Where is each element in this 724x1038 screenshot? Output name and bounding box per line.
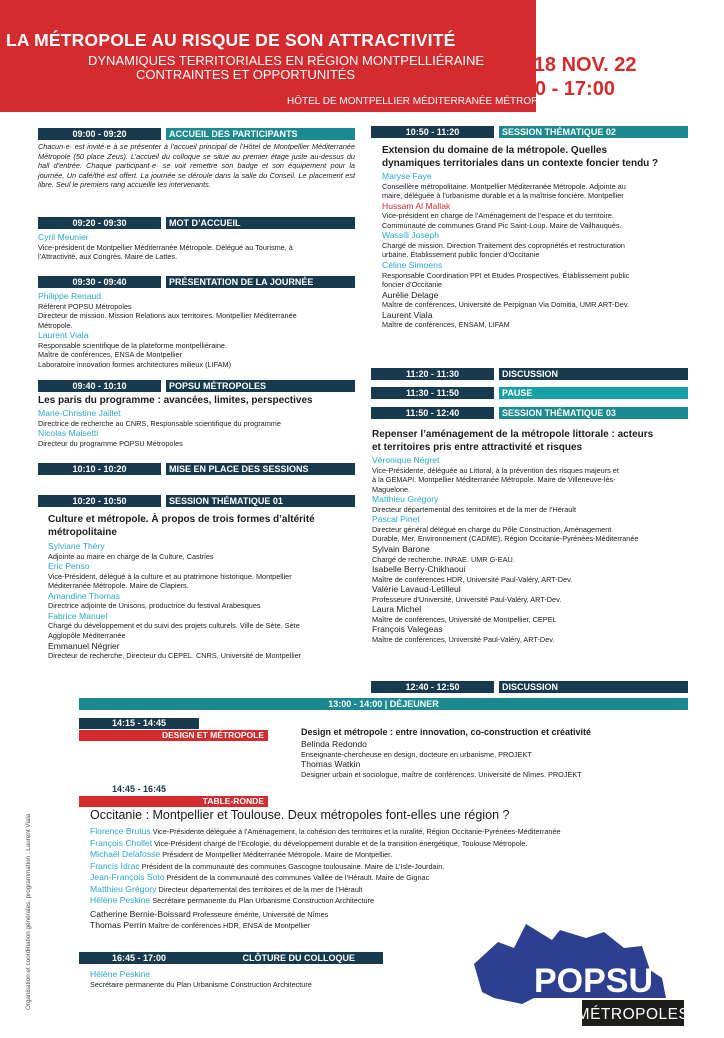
- session-label: MISE EN PLACE DES SESSIONS: [166, 463, 355, 475]
- accueil-intro: Chacun·e· est invité·e à se présenter à l’accueil principal de l’Hôtel de Montpellier Méditerranée Métropole (50 place Zeus). L’accueil du colloque se situe au premier étage juste au-dessus du hall d’entrée. Chaque participant·e· se voit remettre son badge et son équipement pour la journée. Un café/thé est offert. La journée se déroule dans la salle du Conseil. Le placement est libre. Seul le premiers rang accueille les intervenants.: [38, 142, 355, 190]
- session-label: POPSU MÉTROPOLES: [166, 380, 355, 392]
- participant: [90, 861, 690, 873]
- session-bar-mise: [38, 463, 355, 475]
- logo-wordmark: POPSU: [534, 962, 654, 1000]
- session02-speakers: [382, 171, 692, 330]
- session-time: 09:00 - 09:20: [38, 128, 161, 140]
- speaker-name: Matthieu Grégory: [372, 494, 439, 505]
- session-bar-discussion2: [371, 681, 688, 693]
- logo-subline: MÉTROPOLES: [576, 1006, 690, 1023]
- speaker-name: Hélène Peskine: [90, 969, 151, 979]
- event-title: LA MÉTROPOLE AU RISQUE DE SON ATTRACTIVITÉ: [6, 30, 456, 50]
- session-bar-pause: [371, 387, 688, 399]
- session-bar-session02: [371, 126, 688, 138]
- speaker-role: Professeure émérite, Université de Nîmes: [192, 909, 329, 919]
- cloture-time: 16:45 - 17:00: [79, 952, 199, 964]
- session-bar-presentation: [38, 276, 355, 288]
- speaker-name: Cyril Meunier: [38, 232, 89, 242]
- session-bar-session03: [371, 407, 688, 419]
- speaker-name: Maryse Faye: [382, 171, 432, 181]
- heading-line: Culture et métropole. À propos de trois formes d’altérité: [48, 514, 315, 525]
- session-time: 09:30 - 09:40: [38, 276, 161, 288]
- participant: [90, 826, 690, 838]
- speaker-role: Responsable scientifique de la plateforme montpelliéraine.: [38, 340, 228, 350]
- speaker-role: Directrice de recherche au CNRS, Responsable scientifique du programme: [38, 418, 281, 428]
- event-venue: HÔTEL DE MONTPELLIER MÉDITERRANÉE MÉTROPOLE: [287, 96, 558, 107]
- speaker-role: Secrétaire permanente du Plan Urbanisme Construction Architecture: [152, 896, 375, 905]
- session-label: SESSION THÉMATIQUE 01: [166, 495, 355, 507]
- speaker-role: Directeur de recherche, Directeur du CEPEL. CNRS, Université de Montpellier: [48, 651, 302, 661]
- speaker-role: Maître de conférences, Université de Montpellier, CEPEL: [372, 614, 557, 624]
- event-subtitle-line1: DYNAMIQUES TERRITORIALES EN RÉGION MONTPELLIÉRAINE: [88, 53, 485, 68]
- participant: [90, 884, 690, 896]
- speaker-role: Métropole.: [38, 320, 73, 330]
- speaker-role: Chargé de recherche. INRAE. UMR G-EAU.: [372, 554, 515, 564]
- speaker-role: Vice-Président, délégué à la culture et au pratrimone historique. Montpellier: [48, 571, 292, 581]
- speaker-role: Laboratoire innovation formes architectures milieux (LIFAM): [38, 359, 232, 369]
- speaker-role: Conseillère métropolitaine. Montpellier Méditerranée Métropole. Adjointe au: [382, 181, 626, 191]
- speaker-name: Laurent Viala: [382, 309, 433, 320]
- session03-heading: [372, 429, 653, 454]
- cloture-speakers: [90, 969, 390, 989]
- design-speakers: [301, 739, 681, 779]
- speaker-name: François Chollet: [90, 837, 153, 848]
- speaker-role: Chargé de mission. Direction Traitement des copropriétés et restructuration: [382, 240, 625, 250]
- speaker-name: Jean-François Soto: [90, 872, 165, 882]
- speaker-role: Maître de conférences, ENSAM, LIFAM: [382, 320, 510, 330]
- speaker-role: Designer urbain et sociologue, maître de conférences. Université de Nîmes. PROJEKT: [301, 769, 582, 779]
- session-time: 12:40 - 12:50: [371, 681, 494, 693]
- session-bar-mot: [38, 217, 355, 229]
- speaker-role: Maguelone.: [372, 484, 411, 494]
- speaker-role: urbaine. Établissement public foncier d’Occitanie: [382, 250, 540, 260]
- session-label: PRÉSENTATION DE LA JOURNÉE: [166, 276, 355, 288]
- speaker-name: Belinda Redondo: [301, 739, 367, 749]
- speaker-name: Isabelle Berry-Chikhaoui: [372, 564, 466, 575]
- design-heading: Design et métropole : entre innovation, co-construction et créativité: [301, 727, 592, 737]
- popsu-heading: Les paris du programme : avancées, limites, perspectives: [38, 395, 313, 406]
- heading-line: Extension du domaine de la métropole. Quelles: [382, 145, 608, 156]
- speaker-role: Enseignante-chercheuse en design, docteure en urbanisme, PROJEKT: [301, 749, 532, 759]
- heading-line: Repenser l’aménagement de la métropole littorale : acteurs: [372, 429, 654, 440]
- session-label: PAUSE: [499, 387, 688, 399]
- session-label: SESSION THÉMATIQUE 02: [499, 126, 688, 138]
- speaker-name: Laura Michel: [372, 604, 422, 615]
- speaker-role: Professeure d’Université, Université Paul-Valéry, ART-Dev.: [372, 594, 562, 604]
- speaker-name: Valérie Lavaud-Letilleul: [372, 584, 461, 595]
- session-bar-accueil: [38, 128, 355, 140]
- design-time: 14:15 - 14:45: [79, 718, 199, 729]
- speaker-role: Maître de conférences HDR, Université Paul-Valéry, ART-Dev.: [372, 574, 573, 584]
- participant: [90, 849, 690, 861]
- popsu-logo: [474, 922, 692, 1032]
- presentation-speakers: [38, 291, 355, 370]
- speaker-role: Directrice adjointe de Unisons, productrice du festival Arabesques: [48, 601, 261, 611]
- speaker-name: Marie-Christine Jaillet: [38, 408, 121, 418]
- speaker-role: Chargé du développement et du suivi des projets culturels. Ville de Sète. Sète: [48, 621, 300, 631]
- speaker-role: Vice-président en charge de l’Aménagement de l’espace et du territoire.: [382, 211, 614, 221]
- speaker-role: Référent POPSU Métropoles: [38, 301, 132, 311]
- session-label: MOT D’ACCUEIL: [166, 217, 355, 229]
- session-label: DISCUSSION: [499, 368, 688, 380]
- speaker-name: Francis Idrac: [90, 860, 140, 871]
- heading-line: dynamiques territoriales dans un contexte foncier tendu ?: [382, 157, 659, 169]
- lunch-bar: 13:00 - 14:00 | DÉJEUNER: [79, 698, 688, 710]
- session-time: 11:30 - 11:50: [371, 387, 494, 399]
- table-time: 14:45 - 16:45: [79, 784, 199, 795]
- speaker-name: Philippe Renaud: [38, 291, 102, 301]
- speaker-name: Laurent Viala: [38, 330, 89, 341]
- speaker-role: Agglopôle Méditerranée: [48, 630, 126, 640]
- session-time: 09:20 - 09:30: [38, 217, 161, 229]
- speaker-name: Fabrice Manuel: [48, 610, 108, 621]
- speaker-name: Emmanuel Négrier: [48, 640, 120, 651]
- speaker-role: Secrétaire permanente du Plan Urbanisme Construction Architecture: [90, 979, 312, 989]
- participant: [90, 909, 690, 921]
- event-subtitle-line2: CONTRAINTES ET OPPORTUNITÉS: [136, 67, 356, 82]
- speaker-name: Hélène Peskine: [90, 895, 151, 905]
- speaker-role: Directeur général délégué en charge du Pôle Construction, Aménagement: [372, 524, 612, 534]
- session-time: 10:20 - 10:50: [38, 495, 161, 507]
- session-time: 09:40 - 10:10: [38, 380, 161, 392]
- participant: [90, 838, 690, 850]
- speaker-name: Michaël Delafosse: [90, 849, 161, 859]
- speaker-name: Céline Simoens: [382, 260, 443, 271]
- speaker-role: Maître de conférences, Université de Perpignan Via Domitia, UMR ART-Dev.: [382, 300, 629, 310]
- speaker-role: à la GEMAPI. Montpellier Méditerranée Métropole. Maire de Villeneuve-lès-: [372, 475, 616, 485]
- speaker-name: Nicolas Maisetti: [38, 428, 99, 439]
- speaker-role: Directeur départemental des territoires et de la mer de l’Hérault: [158, 884, 363, 894]
- popsu-speakers: [38, 408, 355, 448]
- speaker-name: François Valegeas: [372, 624, 443, 635]
- session-label: ACCUEIL DES PARTICIPANTS: [166, 128, 355, 140]
- speaker-role: Adjointe au maire en charge de la Culture, Castries: [48, 551, 214, 561]
- session-label: DISCUSSION: [499, 681, 688, 693]
- speaker-name: Wassili Joseph: [382, 230, 439, 241]
- session02-heading: [382, 145, 658, 170]
- speaker-role: Méditerranée Métropole. Maire de Clapiers.: [48, 581, 189, 591]
- speaker-role: Maître de conférences HDR, ENSA de Montpellier: [148, 921, 311, 930]
- speaker-name: Hussam Al Mallak: [382, 200, 451, 211]
- session01-speakers: [48, 541, 358, 661]
- speaker-name: Aurélie Delage: [382, 289, 439, 300]
- event-hours: 9:00 - 17:00: [506, 78, 615, 100]
- cloture-label: CLÔTURE DU COLLOQUE: [197, 952, 383, 964]
- table-heading: Occitanie : Montpellier et Toulouse. Deux métropoles font-elles une région ?: [90, 808, 510, 822]
- table-participants: [90, 826, 690, 932]
- speaker-name: Thomas Perrin: [90, 920, 147, 930]
- speaker-role: Responsable Coordination PPI et Etudes Prospectives. Établissement public: [382, 270, 630, 280]
- session-label: SESSION THÉMATIQUE 03: [499, 407, 688, 419]
- session01-heading: [48, 514, 315, 539]
- speaker-role: Directeur du programme POPSU Métropoles: [38, 438, 183, 448]
- speaker-name: Florence Brutus: [90, 826, 151, 836]
- heading-line: et territoires pris entre attractivité et risques: [372, 441, 583, 453]
- speaker-name: Eric Penso: [48, 561, 90, 572]
- table-label: TABLE-RONDE: [79, 796, 268, 807]
- session-bar-popsu: [38, 380, 355, 392]
- mot-speakers: [38, 232, 355, 262]
- speaker-role: Vice-Président chargé de l’Ecologie, du développement durable et de la transition énergétique, Toulouse Métropole.: [154, 838, 528, 848]
- speaker-name: Catherine Bernie-Boissard: [90, 908, 191, 919]
- design-label: DESIGN ET MÉTROPOLE: [79, 730, 268, 741]
- event-date: VE. 18 NOV. 22: [496, 54, 637, 76]
- organisation-credit: Organisation et coordination générales, programmation : Laurent Viala: [25, 813, 32, 1010]
- speaker-role: foncier d’Occitanie: [382, 280, 443, 290]
- speaker-role: maire, déléguée à l’urbanisme durable et à la maîtrise foncière. Montpellier: [382, 191, 624, 201]
- speaker-name: Pascal Pinet: [372, 514, 420, 525]
- speaker-role: Vice-Présidente, déléguée au Littoral, à la prévention des risques majeurs et: [372, 465, 619, 475]
- speaker-role: Président de la communauté des communes Gascogne toulousaine. Maire de L’Isle-Jourdain.: [141, 861, 445, 871]
- participant: [90, 895, 690, 907]
- speaker-role: Vice-président de Montpellier Méditerranée Métropole. Délégué au Tourisme, à: [38, 242, 293, 252]
- participant: [90, 872, 690, 884]
- speaker-name: Thomas Watkin: [301, 759, 361, 770]
- session-bar-session01: [38, 495, 355, 507]
- speaker-role: Président de la communauté des communes Vallée de l’Hérault. Maire de Gignac: [166, 873, 430, 882]
- speaker-role: Directeur départemental des territoires et de la mer de l’Hérault: [372, 504, 576, 514]
- speaker-name: Véronique Négret: [372, 455, 440, 465]
- session-time: 10:10 - 10:20: [38, 463, 161, 475]
- speaker-role: Communauté de communes Grand Pic Saint-Loup. Maire de Vailhauquès.: [382, 220, 622, 230]
- heading-line: métropolitaine: [48, 526, 117, 538]
- speaker-role: l’Attractivité, aux Congrès. Maire de Lattes.: [38, 252, 178, 262]
- session-time: 10:50 - 11:20: [371, 126, 494, 138]
- speaker-role: Maître de conférences, ENSA de Montpellier: [38, 350, 182, 360]
- speaker-name: Matthieu Grégory: [90, 883, 157, 894]
- speaker-name: Sylviane Théry: [48, 541, 105, 551]
- speaker-role: Maître de conférences, Université Paul-Valéry, ART-Dev.: [372, 634, 555, 644]
- session-bar-discussion1: [371, 368, 688, 380]
- speaker-role: Président de Montpellier Méditerranée Métropole. Maire de Montpellier.: [162, 850, 393, 859]
- session-time: 11:20 - 11:30: [371, 368, 494, 380]
- speaker-role: Vice-Présidente déléguée à l’Aménagement, la cohésion des territoires et la ruralité, Région Occitanie-Pyrénées-Méditerranée: [152, 827, 561, 836]
- speaker-role: Directeur de mission. Mission Relations aux territoires. Montpellier Méditerranée: [38, 311, 297, 321]
- speaker-role: Durable, Mer, Environnement (CADME), Région Occitanie-Pyrénées-Méditerranée: [372, 534, 639, 544]
- session-time: 11:50 - 12:40: [371, 407, 494, 419]
- session03-speakers: [372, 455, 692, 645]
- speaker-name: Sylvain Barone: [372, 544, 430, 555]
- speaker-name: Amandine Thomas: [48, 590, 120, 601]
